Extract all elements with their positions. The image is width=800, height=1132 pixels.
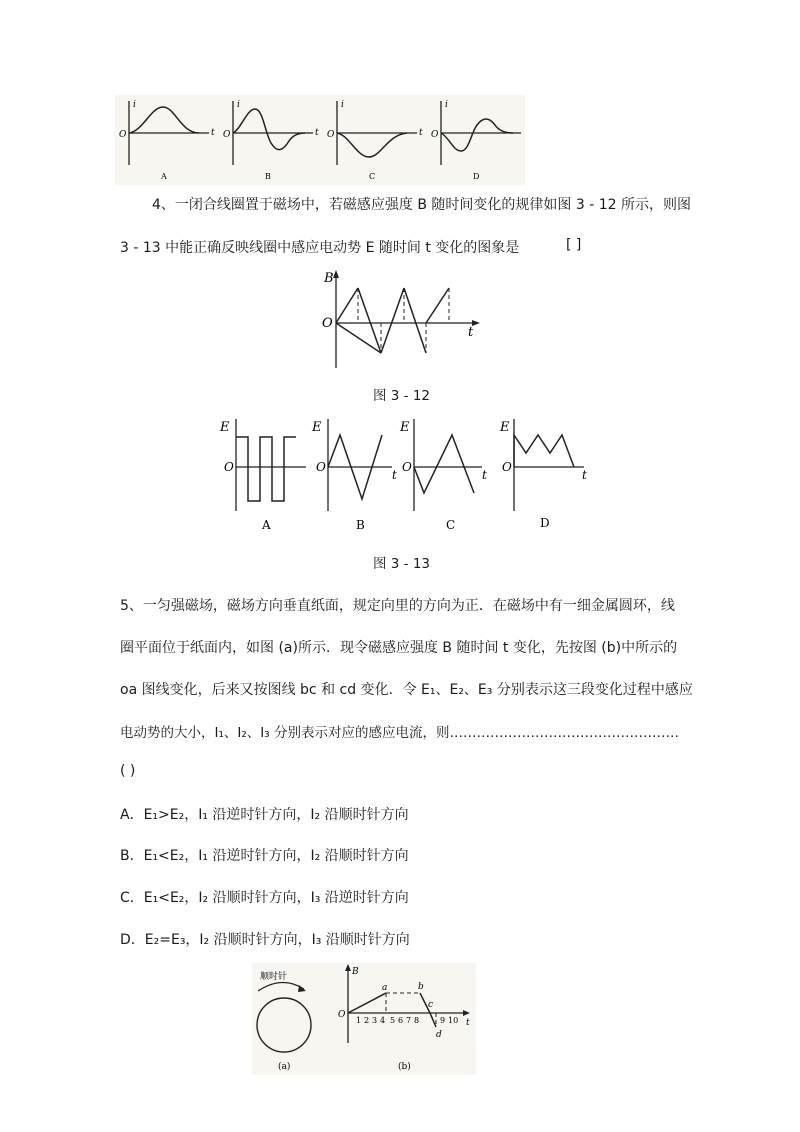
q5-option-d: D．E₂=E₃，I₂ 沿顺时针方向，I₃ 沿顺时针方向 xyxy=(120,932,410,948)
axis-label-t: t xyxy=(392,468,397,482)
origin-label: O xyxy=(431,130,439,140)
tick-2: 2 xyxy=(364,1016,370,1025)
q5-stem-line-1: 5、一匀强磁场，磁场方向垂直纸面，规定向里的方向为正．在磁场中有一细金属圆环，线 xyxy=(120,598,675,614)
option-label-d: D xyxy=(540,516,550,530)
axis-label-t: t xyxy=(482,468,487,482)
figure-3-12-caption: 图 3 - 12 xyxy=(373,388,431,404)
tick-labels xyxy=(356,1016,458,1025)
figure-3-13-caption: 图 3 - 13 xyxy=(373,556,431,572)
origin-label: O xyxy=(338,1010,346,1020)
option-label-a: A xyxy=(262,518,271,532)
point-a: a xyxy=(382,983,388,993)
option-graph-b xyxy=(311,419,397,532)
current-options-figure xyxy=(115,95,525,185)
option-label-b: B xyxy=(265,172,271,181)
figure-ab xyxy=(252,963,476,1075)
axis-label-t: t xyxy=(468,325,474,340)
tick-3: 3 xyxy=(372,1016,378,1025)
option-label-c: C xyxy=(446,518,456,532)
axis-label-t: t xyxy=(466,1018,470,1028)
axis-label-e: E xyxy=(220,420,230,435)
clockwise-label: 顺时针 xyxy=(260,972,288,982)
q5-option-b: B．E₁<E₂，I₁ 沿逆时针方向，I₂ 沿顺时针方向 xyxy=(120,848,409,864)
tick-6: 6 xyxy=(398,1016,404,1025)
option-label-d: D xyxy=(473,172,480,181)
q4-answer-bracket: [ ] xyxy=(566,237,582,253)
q5-answer-blank: ( ) xyxy=(120,763,136,779)
option-label-b: B xyxy=(356,518,365,532)
axis-label-t: t xyxy=(419,128,423,138)
q5-stem-line-4: 电动势的大小，I₁、I₂、I₃ 分别表示对应的感应电流，则…………………………………………… xyxy=(120,725,679,741)
tick-7: 7 xyxy=(406,1016,412,1025)
figure-3-12 xyxy=(318,268,484,374)
point-d: d xyxy=(436,1030,442,1040)
tick-8: 8 xyxy=(414,1016,420,1025)
origin-label: O xyxy=(223,130,231,140)
tick-5: 5 xyxy=(390,1016,396,1025)
q5-stem-line-2: 圈平面位于纸面内，如图 (a)所示．现令磁感应强度 B 随时间 t 变化，先按图 (b)中所示的 xyxy=(120,640,678,656)
origin-label: O xyxy=(402,460,412,474)
q5-stem-line-3: oa 图线变化，后来又按图线 bc 和 cd 变化．令 E₁、E₂、E₃ 分别表示这三段变化过程中感应 xyxy=(120,682,693,698)
caption-a: (a) xyxy=(278,1062,291,1072)
axis-label-e: E xyxy=(400,420,410,435)
axis-label-t: t xyxy=(315,128,319,138)
axis-label-b: B xyxy=(324,271,334,286)
origin-label: O xyxy=(322,316,333,331)
axis-label-e: E xyxy=(312,420,322,435)
origin-label: O xyxy=(119,130,127,140)
axis-label-b: B xyxy=(352,967,359,977)
origin-label: O xyxy=(316,460,326,474)
option-label-c: C xyxy=(369,172,376,181)
option-graph-c xyxy=(399,419,487,532)
caption-b: (b) xyxy=(398,1062,411,1072)
origin-label: O xyxy=(327,130,335,140)
axis-label-e: E xyxy=(500,420,510,435)
tick-4: 4 xyxy=(380,1016,386,1025)
q4-stem-line-1: 4、一闭合线圈置于磁场中，若磁感应强度 B 随时间变化的规律如图 3 - 12 所示，则图 xyxy=(152,197,691,213)
axis-label-i: i xyxy=(133,100,136,110)
origin-label: O xyxy=(502,460,512,474)
axis-label-t: t xyxy=(582,468,587,482)
point-b: b xyxy=(418,982,424,992)
axis-label-i: i xyxy=(237,100,240,110)
tick-10: 10 xyxy=(448,1016,459,1025)
origin-label: O xyxy=(224,460,234,474)
q5-option-c: C．E₁<E₂，I₂ 沿顺时针方向，I₃ 沿逆时针方向 xyxy=(120,890,409,906)
option-label-a: A xyxy=(161,172,167,181)
point-c: c xyxy=(428,1000,434,1010)
q5-option-a: A．E₁>E₂，I₁ 沿逆时针方向，I₂ 沿顺时针方向 xyxy=(120,807,409,823)
option-graph-a xyxy=(219,419,306,532)
tick-1: 1 xyxy=(356,1016,362,1025)
tick-9: 9 xyxy=(440,1016,446,1025)
axis-label-t: t xyxy=(211,128,215,138)
axis-label-i: i xyxy=(341,100,344,110)
figure-3-13 xyxy=(216,413,596,538)
option-graph-d xyxy=(499,419,587,530)
q4-stem-line-2: 3 - 13 中能正确反映线圈中感应电动势 E 随时间 t 变化的图象是 xyxy=(120,240,520,256)
axis-label-i: i xyxy=(445,100,448,110)
